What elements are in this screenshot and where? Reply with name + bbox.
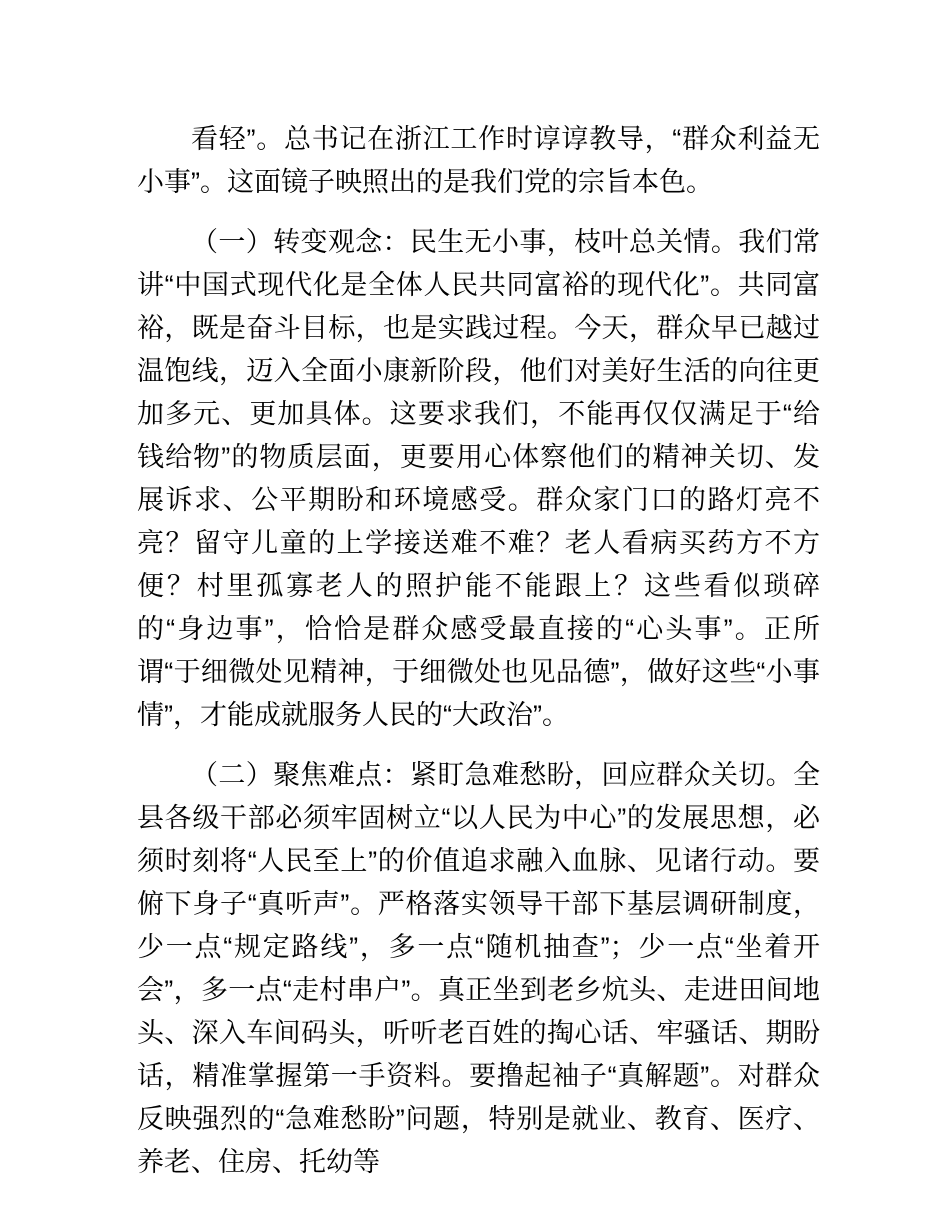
paragraph-section-2: （二）聚焦难点：紧盯急难愁盼，回应群众关切。全县各级干部必须牢固树立“以人民为中心”的发展思想，必须时刻将“人民至上”的价值追求融入血脉、见诸行动。要俯下身子“真听声”。严格落实领导干部下基层调研制度，少一点“规定路线”，多一点“随机抽查”；少一点“坐着开会”，多一点“走村串户”。真正坐到老乡炕头、走进田间地头、深入车间码头，听听老百姓的掏心话、牢骚话、期盼话，精准掌握第一手资料。要撸起袖子“真解题”。对群众反映强烈的“急难愁盼”问题，特别是就业、教育、医疗、养老、住房、托幼等 bbox=[137, 760, 820, 1177]
paragraph-section-1: （一）转变观念：民生无小事，枝叶总关情。我们常讲“中国式现代化是全体人民共同富裕的现代化”。共同富裕，既是奋斗目标，也是实践过程。今天，群众早已越过温饱线，迈入全面小康新阶段，他们对美好生活的向往更加多元、更加具体。这要求我们，不能再仅仅满足于“给钱给物”的物质层面，更要用心体察他们的精神关切、发展诉求、公平期盼和环境感受。群众家门口的路灯亮不亮？留守儿童的上学接送难不难？老人看病买药方不方便？村里孤寡老人的照护能不能跟上？这些看似琐碎的“身边事”，恰恰是群众感受最直接的“心头事”。正所谓“于细微处见精神，于细微处也见品德”，做好这些“小事情”，才能成就服务人民的“大政治”。 bbox=[137, 227, 820, 730]
paragraph-continuation: 看轻”。总书记在浙江工作时谆谆教导，“群众利益无小事”。这面镜子映照出的是我们党的宗旨本色。 bbox=[137, 124, 820, 197]
